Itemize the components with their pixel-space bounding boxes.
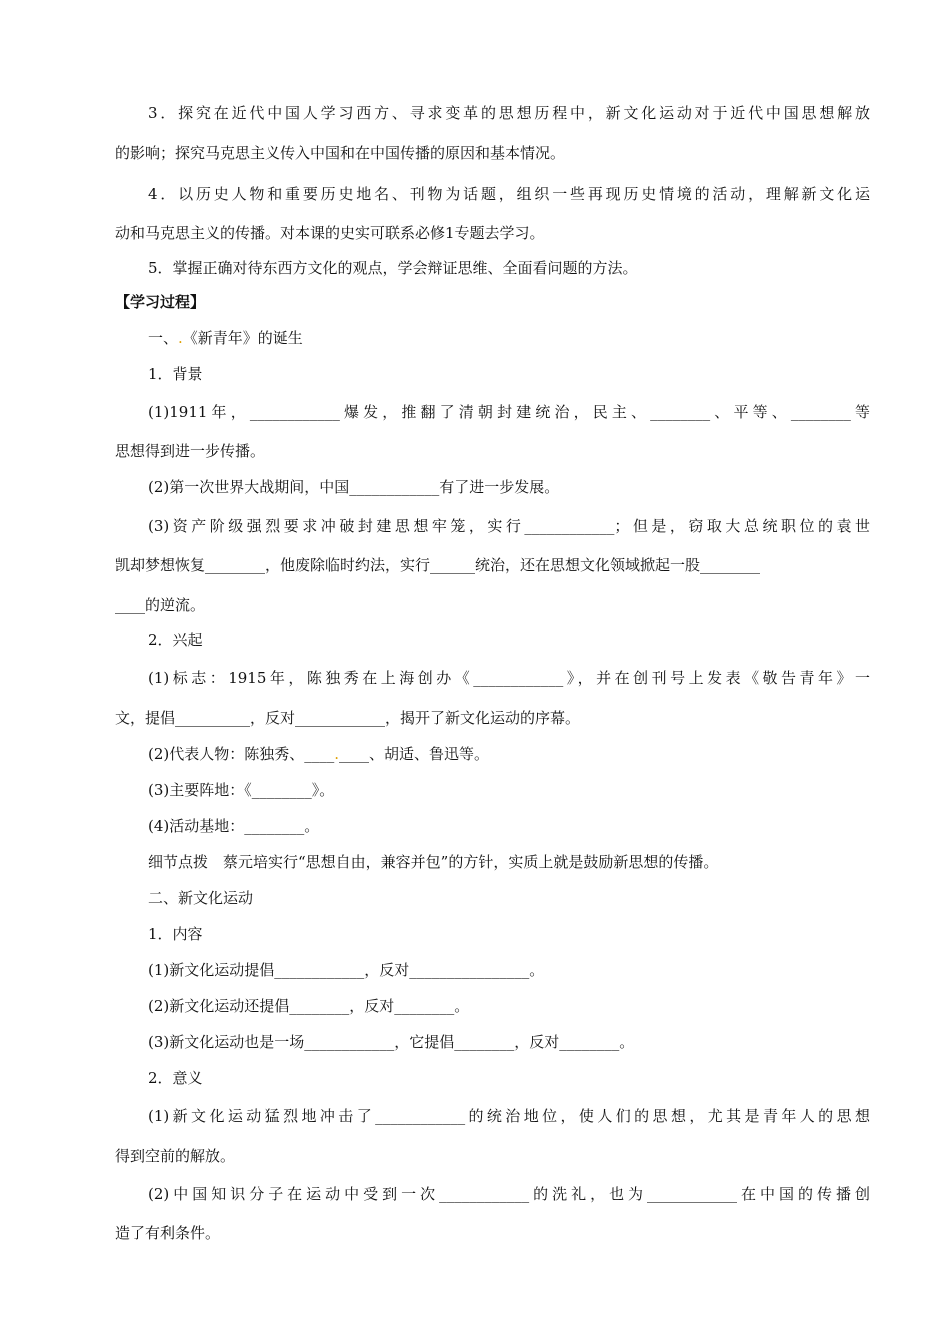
part1-title-text: 《新青年》的诞生: [182, 329, 303, 347]
part1-s1-p1-line-1: (1)1911年，____________爆发，推翻了清朝封建统治，民主、________、平等、________等: [148, 403, 870, 421]
goal-4-line-2: 动和马克思主义的传播。对本课的史实可联系必修1专题去学习。: [115, 224, 545, 242]
part1-s1-p1-line-2: 思想得到进一步传播。: [115, 442, 266, 460]
orange-dot-mark-2: .: [334, 745, 340, 763]
part2-title: 二、新文化运动: [148, 889, 254, 907]
part1-s1-p3-line-2: 凯却梦想恢复________，他废除临时约法，实行______统治，还在思想文化领域掀起一股________: [115, 556, 761, 574]
part1-s2-p2: [148, 744, 489, 764]
part1-s2-p2-b: ____、胡适、鲁迅等。: [339, 745, 490, 763]
part1-s1-p2: (2)第一次世界大战期间，中国____________有了进一步发展。: [148, 478, 560, 496]
part1-title: [148, 328, 303, 348]
part1-title-prefix: 一、: [148, 329, 179, 347]
part1-s2-p3: (3)主要阵地：《________》。: [148, 781, 335, 799]
part2-s2-p1-line-1: (1)新文化运动猛烈地冲击了____________的统治地位，使人们的思想，尤其是青年人的思想: [148, 1107, 870, 1125]
part1-s2-p4: (4)活动基地：________。: [148, 817, 320, 835]
part1-s1-title: 1．背景: [148, 365, 203, 383]
part1-s2-p1-line-2: 文，提倡__________，反对____________，揭开了新文化运动的序幕。: [115, 709, 581, 727]
part1-s2-title: 2．兴起: [148, 631, 203, 649]
part2-s1-p2: (2)新文化运动还提倡________，反对________。: [148, 997, 470, 1015]
detail-note: 细节点拨 蔡元培实行“思想自由，兼容并包”的方针，实质上就是鼓励新思想的传播。: [148, 853, 719, 871]
part2-s1-title: 1．内容: [148, 925, 203, 943]
goal-4-line-1: 4．以历史人物和重要历史地名、刊物为话题，组织一些再现历史情境的活动，理解新文化运: [148, 185, 870, 203]
section-heading: 【学习过程】: [115, 293, 206, 311]
part2-s2-p2-line-2: 造了有利条件。: [115, 1224, 221, 1242]
goal-3-line-1: 3．探究在近代中国人学习西方、寻求变革的思想历程中，新文化运动对于近代中国思想解放: [148, 104, 870, 122]
part2-s1-p3: (3)新文化运动也是一场____________，它提倡________，反对________。: [148, 1033, 635, 1051]
part1-s2-p1-line-1: (1)标志：1915年，陈独秀在上海创办《____________》，并在创刊号上发表《敬告青年》一: [148, 669, 870, 687]
part2-s2-title: 2．意义: [148, 1069, 203, 1087]
goal-5: 5．掌握正确对待东西方文化的观点，学会辩证思维、全面看问题的方法。: [148, 259, 638, 277]
part1-s2-p2-a: (2)代表人物：陈独秀、____: [148, 745, 335, 763]
part1-s1-p3-line-3: ____的逆流。: [115, 596, 206, 614]
part2-s2-p2-line-1: (2)中国知识分子在运动中受到一次____________的洗礼，也为____________在中国的传播创: [148, 1185, 870, 1203]
goal-3-line-2: 的影响；探究马克思主义传入中国和在中国传播的原因和基本情况。: [115, 144, 566, 162]
part2-s1-p1: (1)新文化运动提倡____________，反对________________。: [148, 961, 545, 979]
part1-s1-p3-line-1: (3)资产阶级强烈要求冲破封建思想牢笼，实行____________；但是，窃取大总统职位的袁世: [148, 517, 870, 535]
part2-s2-p1-line-2: 得到空前的解放。: [115, 1147, 236, 1165]
orange-dot-mark: .: [178, 329, 183, 347]
